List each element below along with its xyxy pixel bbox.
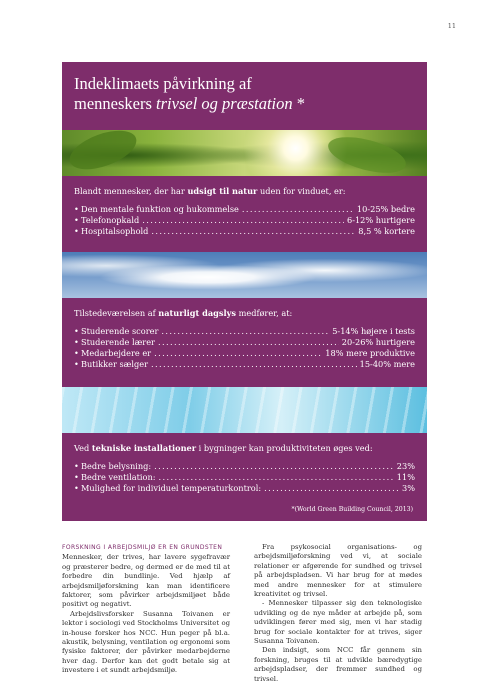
section-kicker: FORSKNING I ARBEJDSMILJØ ER EN GRUNDSTEN [62, 544, 223, 551]
title-emphasis: trivsel og præstation [156, 94, 293, 113]
list-item [74, 348, 415, 359]
bullet-icon: • [74, 472, 79, 482]
item-label: Bedre belysning: [81, 461, 152, 471]
item-value: 5-14% højere i tests [332, 326, 415, 336]
item-value: 18% mere produktive [325, 348, 415, 358]
bullet-icon: • [74, 204, 79, 214]
bullet-icon: • [74, 326, 79, 336]
heading-text: Ved [74, 443, 92, 453]
item-value: 8,5 % kortere [358, 226, 415, 236]
item-label: Studerende lærer [81, 337, 155, 347]
heading-bold: udsigt til natur [187, 186, 258, 196]
leaves-sunlight-photo [62, 130, 427, 176]
leader-dots [142, 215, 344, 226]
leader-dots [154, 348, 322, 359]
daylight-section [62, 298, 427, 387]
section-heading [74, 186, 415, 196]
item-value: 20-26% hurtigere [341, 337, 415, 347]
bullet-icon: • [74, 348, 79, 358]
item-label: Bedre ventilation: [81, 472, 156, 482]
item-value: 10-25% bedre [356, 204, 415, 214]
title-panel [62, 62, 427, 130]
heading-bold: tekniske installationer [91, 443, 197, 453]
paragraph: Arbejdslivsforsker Susanna Toivanen er lektor i sociologi ved Stockholms Universitet og in-house forsker hos NCC. Hun peger på bl.a. akustik, belysning, ventilation og ergonomi som fysiske faktorer, der påvirker medarbejderne hver dag. Derfor kan det godt betale sig at investere i et sundt arbejdsmiljø. [62, 609, 230, 675]
item-value: 3% [402, 483, 415, 493]
heading-text: Tilstedeværelsen af [74, 308, 159, 318]
list-item [74, 326, 415, 337]
technical-installations-section [62, 433, 427, 521]
item-label: Den mentale funktion og hukommelse [81, 204, 239, 214]
item-label: Mulighed for individuel temperaturkontrol: [81, 483, 262, 493]
title-line-2: menneskers [74, 94, 157, 113]
item-value: 15-40% mere [359, 359, 415, 369]
list-item [74, 226, 415, 237]
bullet-icon: • [74, 483, 79, 493]
title-asterisk: * [292, 94, 305, 113]
nature-view-section [62, 176, 427, 252]
item-label: Hospitalsophold [81, 226, 149, 236]
heading-bold: naturligt dagslys [158, 308, 236, 318]
source-citation: *(World Green Building Council, 2013) [291, 506, 413, 513]
leader-dots [154, 461, 394, 472]
bullet-icon: • [74, 359, 79, 369]
leader-dots [264, 483, 399, 494]
item-value: 23% [396, 461, 415, 471]
heading-text: medfører, at: [236, 308, 293, 318]
body-column-left [62, 543, 230, 676]
paragraph: Den indsigt, som NCC får gennem sin forskning, bruges til at udvikle bæredygtige arbejdspladser, der fremmer sundhed og trivsel. [254, 646, 422, 683]
item-label: Medarbejdere er [81, 348, 152, 358]
section-heading [74, 443, 415, 453]
list-item [74, 204, 415, 215]
leader-dots [151, 359, 357, 370]
leader-dots [158, 337, 339, 348]
item-label: Telefonopkald [81, 215, 140, 225]
leaf-shape [324, 130, 409, 180]
item-label: Butikker sælger [81, 359, 148, 369]
leader-dots [159, 472, 394, 483]
bullet-icon: • [74, 215, 79, 225]
leader-dots [161, 326, 329, 337]
list-item [74, 483, 415, 494]
leader-dots [242, 204, 354, 215]
page-number: 11 [447, 22, 456, 30]
body-column-right [254, 543, 422, 684]
glass-building-photo [62, 387, 427, 433]
paragraph: Mennesker, der trives, har lavere sygefravær og præsterer bedre, og dermed er de med til at forbedre din bundlinje. Ved hjælp af arbejdsmiljøforskning kan man identificere faktorer, som påvirker arbejdsmiljøet både positivt og negativt. [62, 553, 230, 609]
page-title [74, 74, 305, 114]
item-value: 6-12% hurtigere [347, 215, 415, 225]
list-item [74, 461, 415, 472]
bullet-icon: • [74, 461, 79, 471]
list-item [74, 337, 415, 348]
item-value: 11% [396, 472, 415, 482]
list-item [74, 215, 415, 226]
bullet-icon: • [74, 337, 79, 347]
section-heading [74, 308, 415, 318]
list-item [74, 472, 415, 483]
title-line-1: Indeklimaets påvirkning af [74, 74, 252, 93]
heading-text: Blandt mennesker, der har [74, 186, 188, 196]
heading-text: i bygninger kan produktiviteten øges ved: [196, 443, 373, 453]
leader-dots [151, 226, 355, 237]
list-item [74, 359, 415, 370]
heading-text: uden for vinduet, er: [257, 186, 346, 196]
paragraph: Fra psykosocial organisations- og arbejdsmiljøforskning ved vi, at sociale relationer er afgørende for sundhed og trivsel på arbejdspladsen. Vi har brug for at mødes med andre mennesker for at stimulere kreativitet og trivsel. [254, 543, 422, 599]
bullet-icon: • [74, 226, 79, 236]
item-label: Studerende scorer [81, 326, 159, 336]
paragraph: - Mennesker tilpasser sig den teknologiske udvikling og de nye måder at arbejde på, som udviklingen fører med sig, men vi har stadig brug for sociale kontakter for at trives, siger Susanna Toivanen. [254, 599, 422, 646]
sky-clouds-photo [62, 252, 427, 298]
leaf-shape [65, 123, 142, 177]
